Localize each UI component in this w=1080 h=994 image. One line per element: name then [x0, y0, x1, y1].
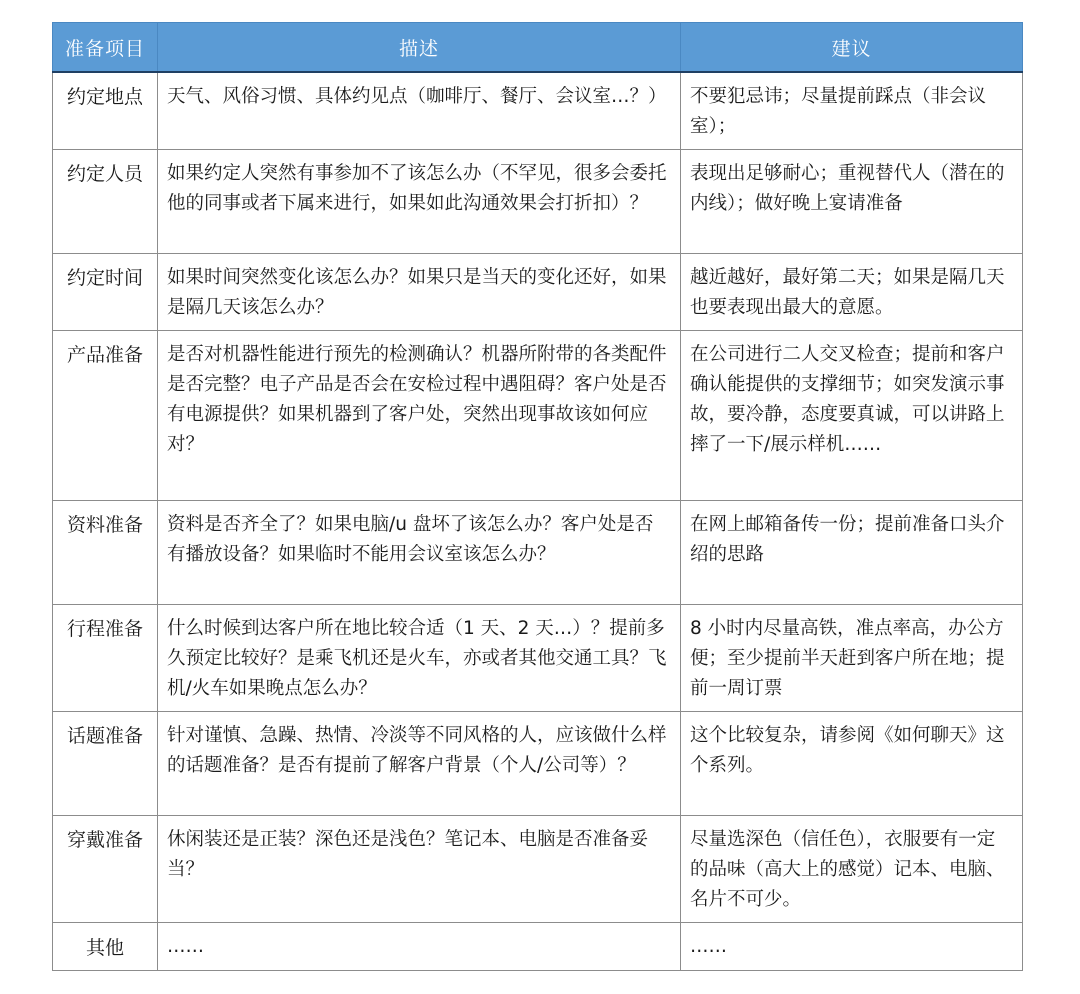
row-item: 穿戴准备 [53, 816, 158, 923]
row-item: 约定时间 [53, 254, 158, 331]
header-suggestion: 建议 [681, 23, 1023, 73]
row-suggestion: 在公司进行二人交叉检查；提前和客户确认能提供的支撑细节；如突发演示事故，要冷静，态度要真诚，可以讲路上摔了一下/展示样机…… [681, 331, 1023, 501]
row-item: 话题准备 [53, 712, 158, 816]
table-row [53, 712, 1023, 816]
table-row [53, 605, 1023, 712]
row-suggestion: 尽量选深色（信任色），衣服要有一定的品味（高大上的感觉）记本、电脑、名片不可少。 [681, 816, 1023, 923]
row-description: 如果约定人突然有事参加不了该怎么办（不罕见，很多会委托他的同事或者下属来进行，如果如此沟通效果会打折扣）？ [158, 150, 681, 254]
row-description: 资料是否齐全了？如果电脑/u 盘坏了该怎么办？客户处是否有播放设备？如果临时不能用会议室该怎么办？ [158, 501, 681, 605]
row-description: 是否对机器性能进行预先的检测确认？机器所附带的各类配件是否完整？电子产品是否会在安检过程中遇阻碍？客户处是否有电源提供？如果机器到了客户处，突然出现事故该如何应对？ [158, 331, 681, 501]
table-row [53, 254, 1023, 331]
row-description: 什么时候到达客户所在地比较合适（1 天、2 天…）？提前多久预定比较好？是乘飞机还是火车，亦或者其他交通工具？飞机/火车如果晚点怎么办？ [158, 605, 681, 712]
header-row [53, 23, 1023, 73]
row-item: 其他 [53, 923, 158, 971]
row-item: 资料准备 [53, 501, 158, 605]
header-item: 准备项目 [53, 23, 158, 73]
table-row [53, 923, 1023, 971]
header-description: 描述 [158, 23, 681, 73]
row-suggestion: 表现出足够耐心；重视替代人（潜在的内线）；做好晚上宴请准备 [681, 150, 1023, 254]
table-row [53, 816, 1023, 923]
row-description: 针对谨慎、急躁、热情、冷淡等不同风格的人，应该做什么样的话题准备？是否有提前了解客户背景（个人/公司等）？ [158, 712, 681, 816]
table-header [53, 23, 1023, 73]
row-suggestion: …… [681, 923, 1023, 971]
preparation-table [52, 22, 1023, 971]
row-suggestion: 8 小时内尽量高铁，准点率高，办公方便；至少提前半天赶到客户所在地；提前一周订票 [681, 605, 1023, 712]
row-description: 休闲装还是正装？深色还是浅色？笔记本、电脑是否准备妥当？ [158, 816, 681, 923]
row-item: 产品准备 [53, 331, 158, 501]
row-item: 约定人员 [53, 150, 158, 254]
table-row [53, 331, 1023, 501]
table-row [53, 501, 1023, 605]
row-description: …… [158, 923, 681, 971]
row-item: 约定地点 [53, 72, 158, 150]
table-row [53, 72, 1023, 150]
row-item: 行程准备 [53, 605, 158, 712]
row-suggestion: 这个比较复杂，请参阅《如何聊天》这个系列。 [681, 712, 1023, 816]
row-suggestion: 不要犯忌讳；尽量提前踩点（非会议室）； [681, 72, 1023, 150]
table-row [53, 150, 1023, 254]
row-suggestion: 越近越好，最好第二天；如果是隔几天也要表现出最大的意愿。 [681, 254, 1023, 331]
row-description: 天气、风俗习惯、具体约见点（咖啡厅、餐厅、会议室…？） [158, 72, 681, 150]
row-description: 如果时间突然变化该怎么办？如果只是当天的变化还好，如果是隔几天该怎么办？ [158, 254, 681, 331]
preparation-table-container [52, 22, 1022, 971]
row-suggestion: 在网上邮箱备传一份；提前准备口头介绍的思路 [681, 501, 1023, 605]
table-body [53, 72, 1023, 971]
